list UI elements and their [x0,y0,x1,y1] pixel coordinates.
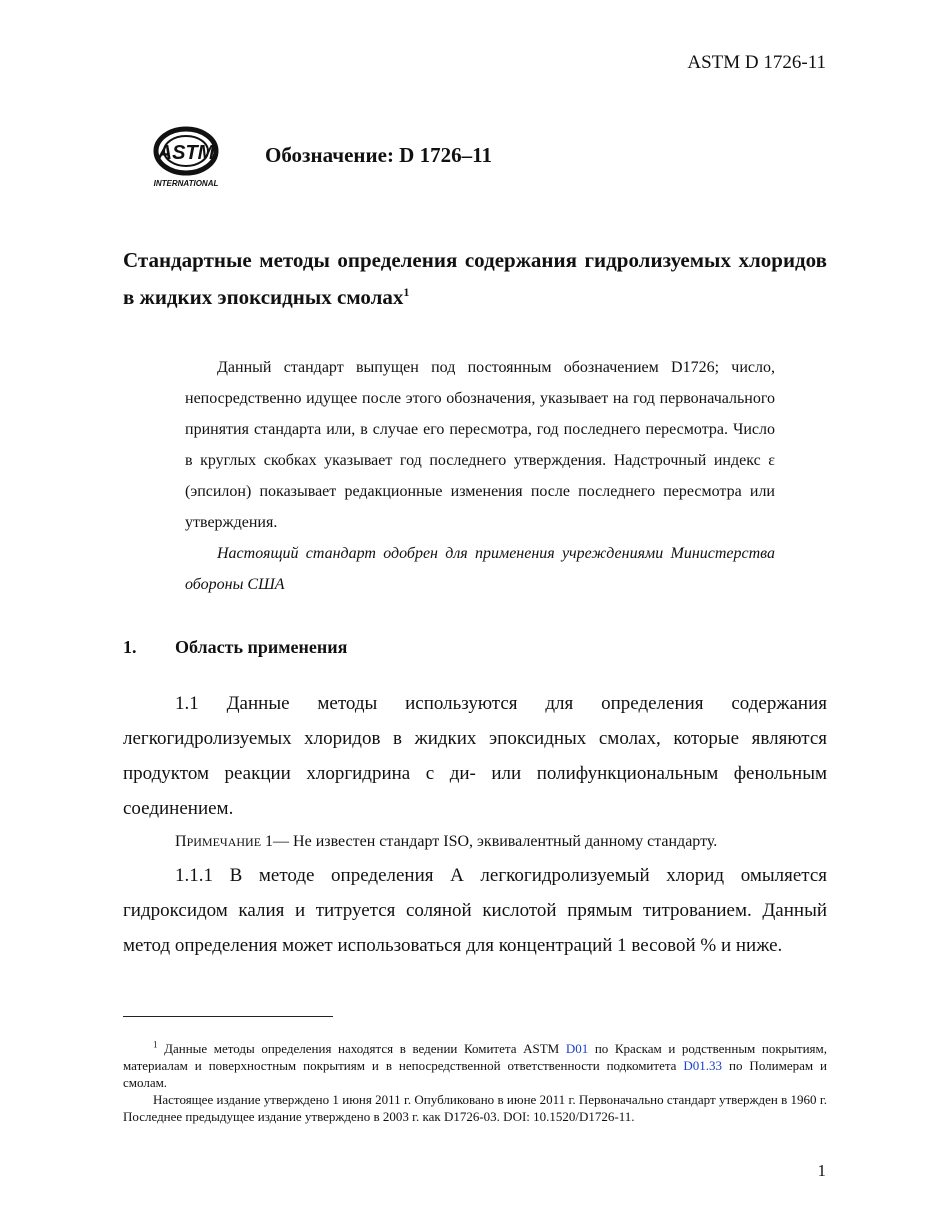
section-title: Область применения [175,637,348,657]
document-title [123,242,827,316]
standard-notice [185,352,775,600]
designation-heading: Обозначение: D 1726–11 [265,143,492,167]
approval-statement: Настоящий стандарт одобрен для применения учреждениями Министерства обороны США [185,545,775,593]
document-code: ASTM D 1726-11 [687,52,826,73]
astm-international-logo [148,124,228,190]
section-heading [123,637,347,658]
logo-subtitle: INTERNATIONAL [153,179,219,188]
note-label: ПРИМЕЧАНИЕ [175,833,262,850]
section-number: 1. [123,637,137,657]
section-body [123,686,827,963]
subcommittee-link-d01-33[interactable]: D01.33 [683,1058,723,1073]
note-1 [123,826,827,858]
committee-link-d01[interactable]: D01 [565,1041,589,1056]
note-text: 1— Не известен стандарт ISO, эквивалентный данному стандарту. [261,833,718,850]
title-text: Стандартные методы определения содержания гидролизуемых хлоридов в жидких эпоксидных смолах [123,248,827,309]
logo-wordmark: ASTM [157,142,215,164]
astm-logo-icon [148,124,228,190]
paragraph-1-1-1: 1.1.1 В методе определения А легкогидролизуемый хлорид омыляется гидроксидом калия и титруется соляной кислотой прямым титрованием. Данный метод определения может использоваться для концентраций 1 весовой % и ниже. [123,865,827,956]
footnote-edition: Настоящее издание утверждено 1 июня 2011 г. Опубликовано в июне 2011 г. Первоначально стандарт утвержден в 1960 г. Последнее предыдущее издание утверждено в 2003 г. как D1726-03. DOI: 10.1520/D1726-11. [123,1092,827,1124]
paragraph-1-1: 1.1 Данные методы используются для определения содержания легкогидролизуемых хлоридов в жидких эпоксидных смолах, которые являются продуктом реакции хлоргидрина с ди- или полифункциональным фенольным соединением. [123,693,827,819]
page-number: 1 [817,1161,826,1180]
footnote-mark: 1 [153,1039,158,1050]
title-footnote-mark: 1 [403,285,410,299]
footnote-divider [123,1016,333,1017]
footnote-1: $^1$ Данные методы определения находятся в ведении Комитета ASTM D01 по Краскам и родственным покрытиям, материалам и поверхностным покрытиям и в непосредственной ответственности подкомитета D01.33 по Полимерам и смолам. [123,1039,828,1090]
footnotes [123,1040,827,1125]
notice-paragraph: Данный стандарт выпущен под постоянным обозначением D1726; число, непосредственно идущее после этого обозначения, указывает на год первоначального принятия стандарта или, в случае его пересмотра, год последнего пересмотра. Число в круглых скобках указывает год последнего утверждения. Надстрочный индекс ε (эпсилон) показывает редакционные изменения после последнего пересмотра или утверждения. [185,359,775,531]
